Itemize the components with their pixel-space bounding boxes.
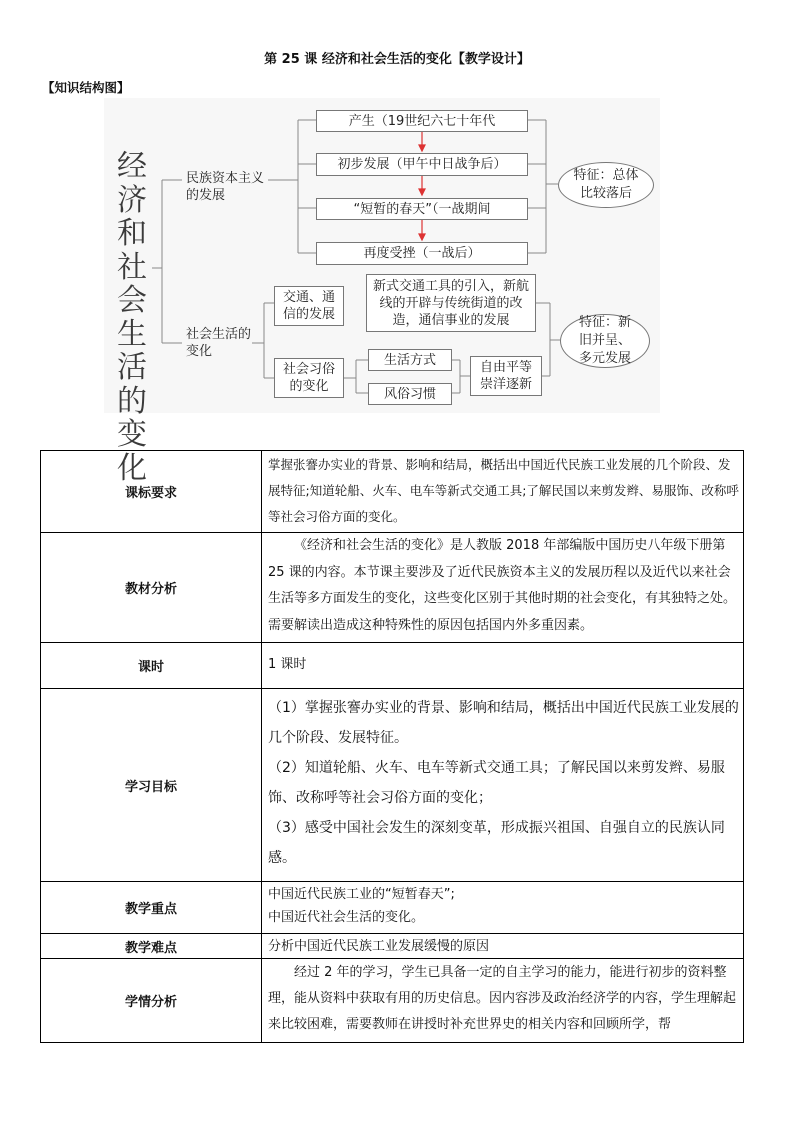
row-label: 课时 (41, 643, 262, 689)
row-content: 经过 2 年的学习，学生已具备一定的自主学习的能力，能进行初步的资料整理，能从资料中获取有用的历史信息。因内容涉及政治经济学的内容，学生理解起来比较困难，需要教师在讲授时补充世界史的相关内容和回顾所学，帮 (262, 959, 744, 1043)
main-title-char: 化 (117, 450, 147, 486)
lesson-plan-table (40, 450, 744, 1043)
main-title-char: 的 (117, 383, 147, 419)
row-label: 学情分析 (41, 959, 262, 1043)
main-title-char: 生 (117, 316, 147, 352)
main-title-char: 活 (117, 350, 147, 385)
row-label: 学习目标 (41, 689, 262, 882)
table-row (41, 959, 744, 1043)
main-title-char: 社 (117, 249, 147, 285)
goal-item: （3）感受中国社会发生的深刻变革，形成振兴祖国、自强自立的民族认同感。 (268, 820, 725, 866)
table-row (41, 643, 744, 689)
table-row (41, 882, 744, 934)
row-content: 1 课时 (262, 643, 744, 689)
stage-origin: 产生（19世纪六七十年代 (316, 110, 528, 132)
goal-item: （2）知道轮船、火车、电车等新式交通工具；了解民国以来剪发辫、易服饰、改称呼等社会习俗方面的变化； (268, 760, 725, 806)
main-title-char: 和 (117, 216, 147, 251)
branch-national-capitalism: 民族资本主义的发展 (186, 171, 265, 203)
customs-habits: 风俗习惯 (368, 383, 452, 405)
table-row (41, 689, 744, 882)
diagram-main-title (112, 150, 152, 485)
knowledge-structure-diagram (104, 98, 660, 486)
transport-communication: 交通、通信的发展 (274, 286, 344, 326)
row-label: 教学难点 (41, 934, 262, 959)
feature-diverse: 特征：新旧并呈、多元发展 (560, 314, 650, 368)
stage-setback: 再度受挫（一战后） (316, 242, 528, 265)
main-title-char: 经 (117, 149, 147, 184)
row-content: 《经济和社会生活的变化》是人教版 2018 年部编版中国历史八年级下册第 25 课的内容。本节课主要涉及了近代民族资本主义的发展历程以及近代以来社会生活等多方面发生的变化，这些变化区别于其他时期的社会变化，有其独特之处。需要解读出造成这种特殊性的原因包括国内外多重因素。 (262, 533, 744, 643)
freedom-equality: 自由平等崇洋逐新 (470, 356, 542, 396)
social-customs: 社会习俗的变化 (274, 358, 344, 398)
row-content (262, 882, 744, 934)
key-point-line: 中国近代民族工业的“短暂春天”; (268, 887, 455, 902)
row-content: 掌握张謇办实业的背景、影响和结局，概括出中国近代民族工业发展的几个阶段、发展特征;知道轮船、火车、电车等新式交通工具;了解民国以来剪发辫、易服饰、改称呼等社会习俗方面的变化。 (262, 451, 744, 533)
feature-backward: 特征：总体比较落后 (558, 162, 654, 208)
lifestyle: 生活方式 (368, 349, 452, 371)
table-row (41, 533, 744, 643)
row-label: 教材分析 (41, 533, 262, 643)
branch-social-life: 社会生活的变化 (186, 327, 252, 359)
transport-detail: 新式交通工具的引入，新航线的开辟与传统街道的改造，通信事业的发展 (366, 274, 536, 332)
table-row (41, 934, 744, 959)
row-content: 分析中国近代民族工业发展缓慢的原因 (262, 934, 744, 959)
row-label: 课标要求 (41, 451, 262, 533)
stage-short-spring: “短暂的春天”（一战期间 (316, 198, 528, 220)
stage-initial-development: 初步发展（甲午中日战争后） (316, 153, 528, 176)
section-label: 【知识结构图】 (42, 80, 130, 95)
table-row (41, 451, 744, 533)
main-title-char: 变 (117, 417, 147, 452)
goal-item: （1）掌握张謇办实业的背景、影响和结局，概括出中国近代民族工业发展的几个阶段、发展特征。 (268, 700, 739, 746)
key-point-line: 中国近代社会生活的变化。 (268, 910, 425, 925)
row-label: 教学重点 (41, 882, 262, 934)
main-title-char: 会 (117, 283, 147, 318)
main-title-char: 济 (117, 182, 147, 218)
row-content (262, 689, 744, 882)
page-title: 第 25 课 经济和社会生活的变化【教学设计】 (264, 52, 530, 67)
